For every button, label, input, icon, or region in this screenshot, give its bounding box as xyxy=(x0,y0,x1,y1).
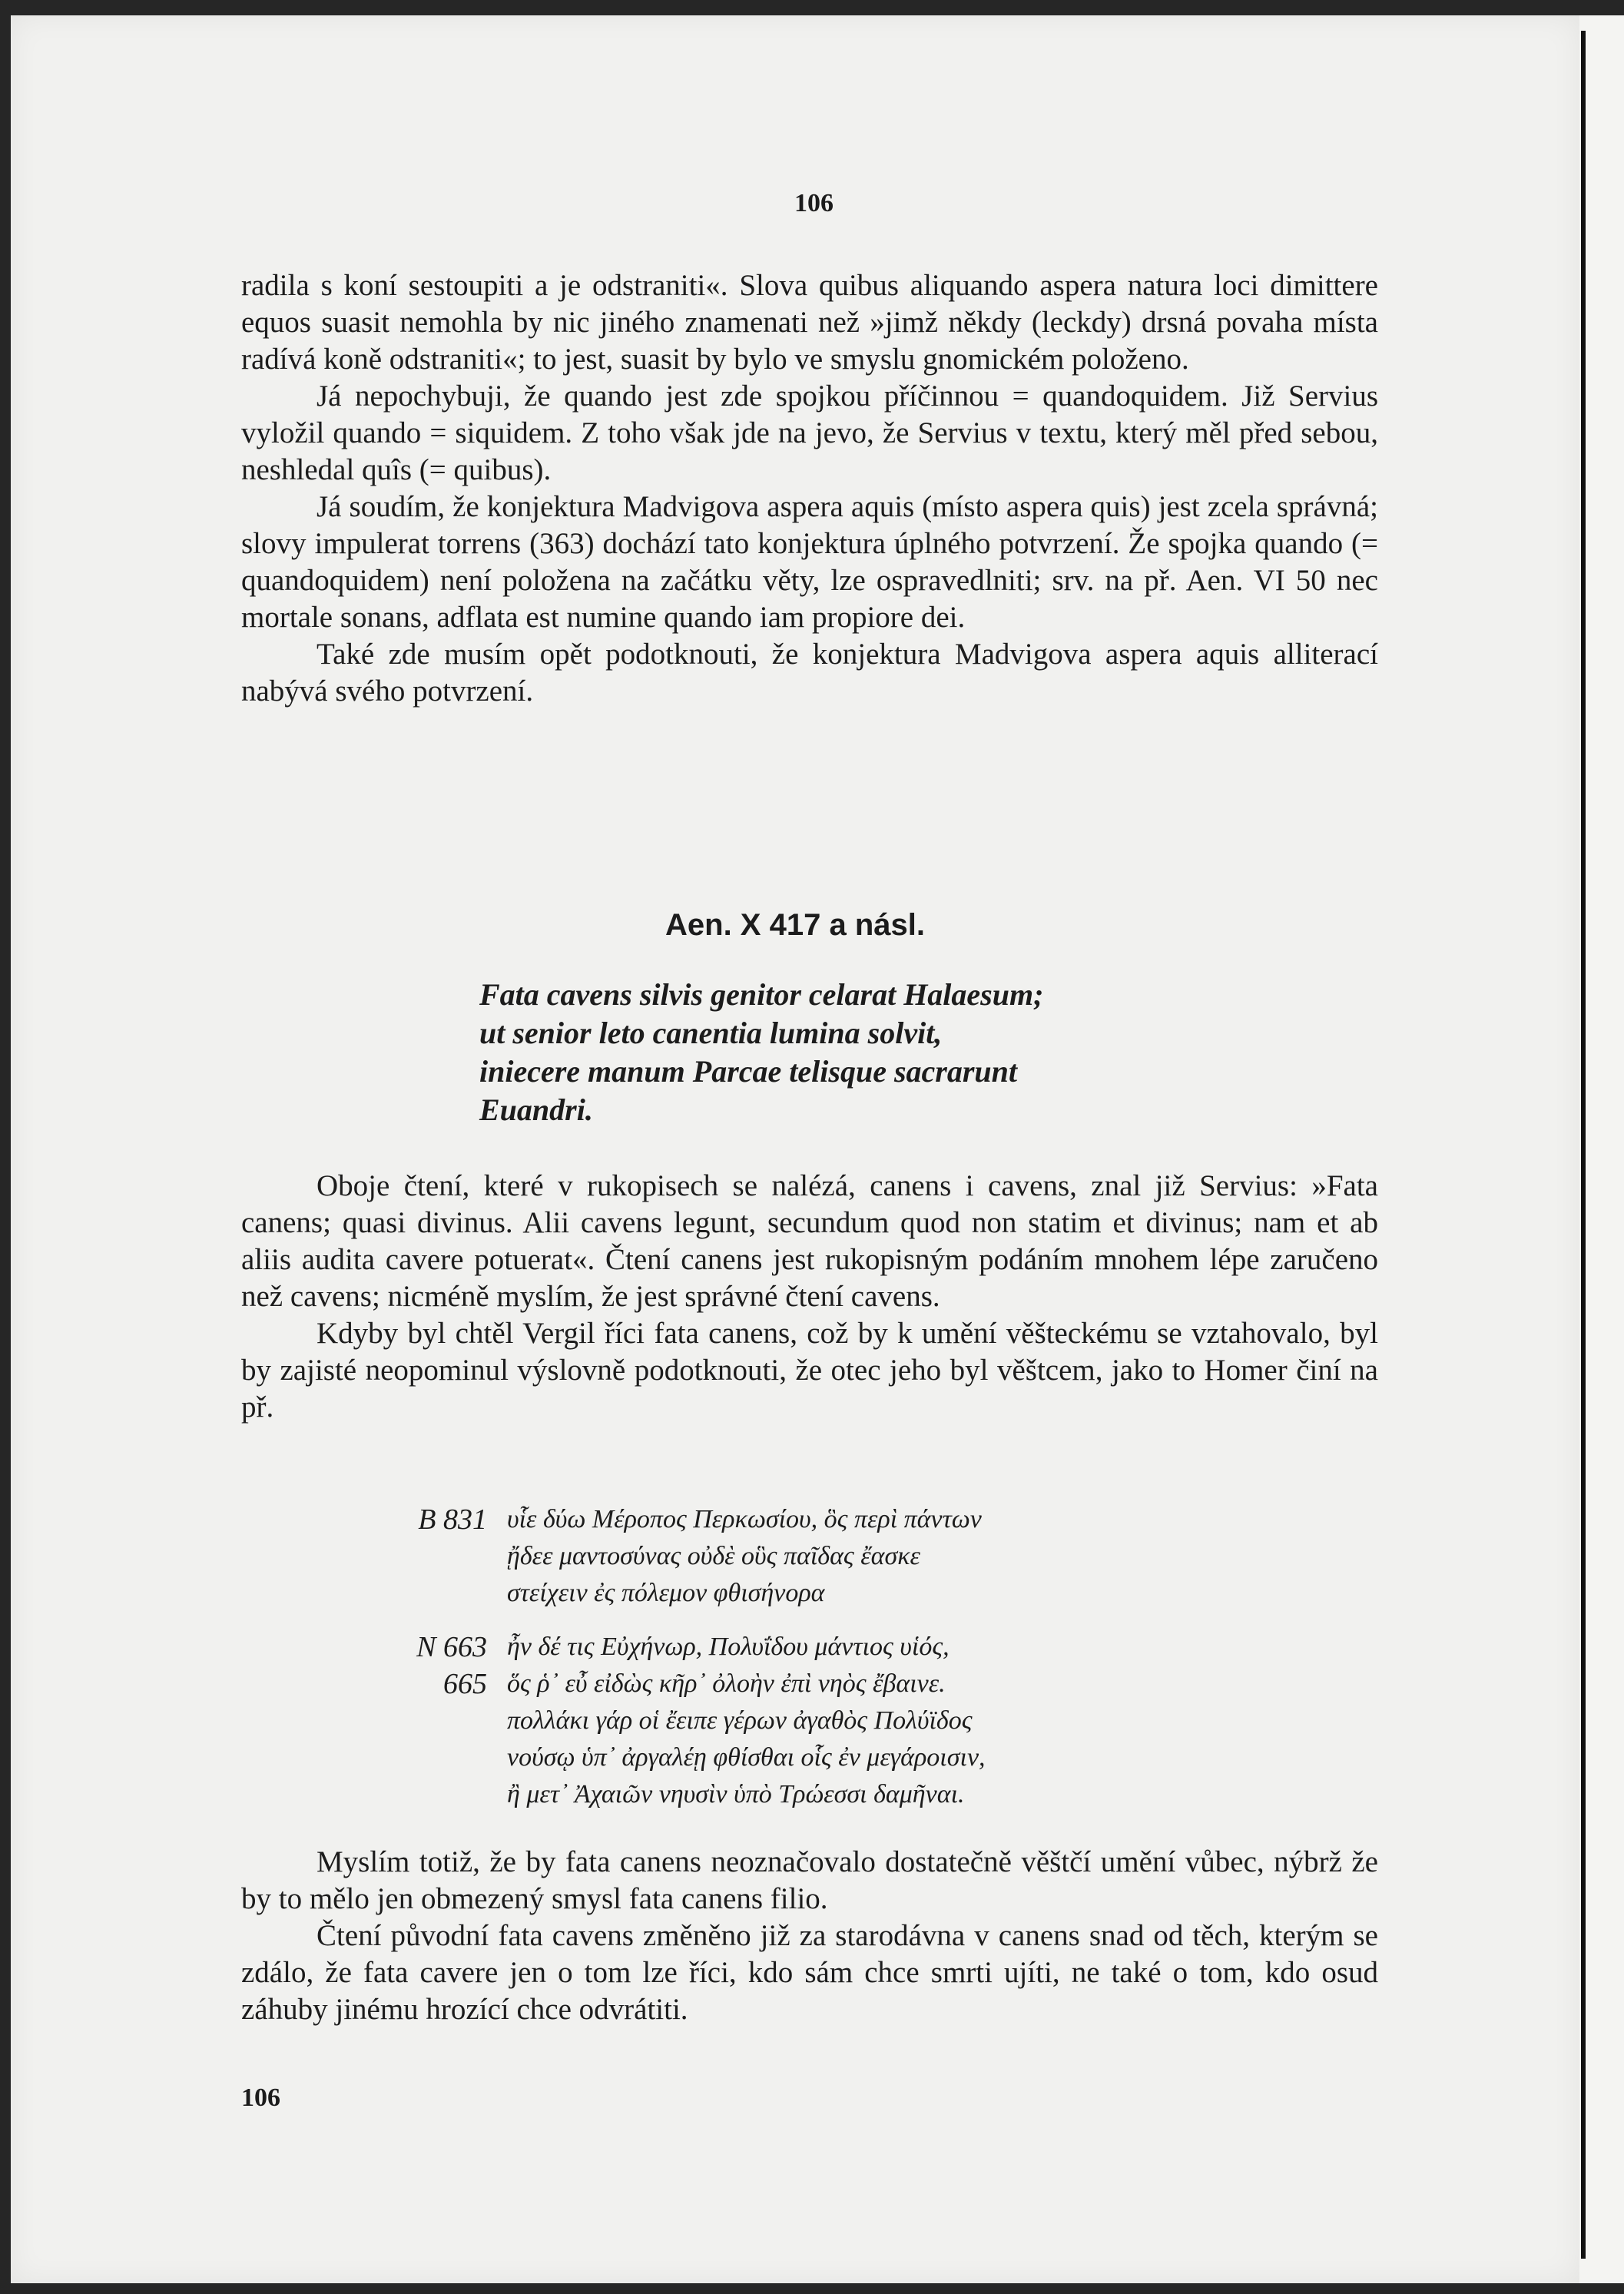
verse-line: Fata cavens silvis genitor celarat Halaesum; xyxy=(479,977,1044,1012)
greek-text: ἢ μετ᾽ Ἀχαιῶν νηυσὶν ὑπὸ Τρώεσσι δαμῆναι. xyxy=(507,1780,965,1808)
greek-text: στείχειν ἐς πόλεμον φθισήνορα xyxy=(507,1579,825,1607)
paragraph-5: Oboje čtení, které v rukopisech se nalézá, canens i cavens, znal již Servius: »Fata canens; quasi divinus. Alii cavens legunt, secundum quod non statim et divinus; nam et ab aliis audita cavere potuerat«. Čtení canens jest rukopisným podáním mnohem lépe zaručeno než cavens; nicméně myslím, že jest správné čtení cavens. xyxy=(241,1169,1378,1313)
bottom-text-block xyxy=(241,1844,1378,2028)
paragraph-6: Kdyby byl chtěl Vergil říci fata canens, což by k umění věšteckému se vztahovalo, byl by zajisté neopominul výslovně podotknouti, že otec jeho byl věštcem, jako to Homer činí na př. xyxy=(241,1317,1378,1424)
greek-ref: N 663 xyxy=(416,1631,487,1663)
greek-quote-block xyxy=(387,1501,986,1813)
latin-verse-quote xyxy=(479,976,1043,1129)
paragraph-3: Já soudím, že konjektura Madvigova aspera aquis (místo aspera quis) jest zcela správná; slovy impulerat torrens (363) dochází tato konjektura úplného potvrzení. Že spojka quando (= quandoquidem) není položena na začátku věty, lze ospravedlniti; srv. na př. Aen. VI 50 nec mortale sonans, adflata est numine quando iam propiore dei. xyxy=(241,490,1378,634)
greek-line xyxy=(387,1739,986,1776)
page-number-top: 106 xyxy=(794,189,834,217)
greek-text: πολλάκι γάρ οἱ ἔειπε γέρων ἀγαθὸς Πολύϊδος xyxy=(507,1706,973,1735)
greek-ref xyxy=(387,1538,487,1575)
greek-line xyxy=(387,1501,986,1538)
greek-line xyxy=(387,1575,986,1612)
greek-line xyxy=(387,1629,986,1666)
greek-ref xyxy=(387,1575,487,1612)
adjacent-page-edge xyxy=(1579,15,1624,2283)
verse-line: iniecere manum Parcae telisque sacrarunt xyxy=(479,1054,1017,1089)
greek-text: νούσῳ ὑπ᾽ ἀργαλέῃ φθίσθαι οἷς ἐν μεγάροισιν, xyxy=(507,1743,986,1772)
paragraph-7: Myslím totiž, že by fata canens neoznačovalo dostatečně věštčí umění vůbec, nýbrž že by to mělo jen obmezený smysl fata canens filio. xyxy=(241,1845,1378,1915)
book-spine-edge xyxy=(1581,31,1586,2259)
paragraph-2: Já nepochybuji, že quando jest zde spojkou příčinnou = quandoquidem. Již Servius vyložil quando = siquidem. Z toho však jde na jevo, že Servius v textu, který měl před sebou, neshledal quîs (= quibus). xyxy=(241,380,1378,486)
paragraph-1: radila s koní sestoupiti a je odstraniti«. Slova quibus aliquando aspera natura loci dimittere equos suasit nemohla by nic jiného znamenati než »jimž někdy (leckdy) drsná povaha místa radívá koně odstraniti«; to jest, suasit by bylo ve smyslu gnomickém položeno. xyxy=(241,269,1378,376)
greek-line xyxy=(387,1666,986,1702)
greek-line xyxy=(387,1776,986,1813)
top-text-block xyxy=(241,267,1378,710)
greek-text: υἷε δύω Μέροπος Περκωσίου, ὃς περὶ πάντων xyxy=(507,1505,982,1533)
verse-line: ut senior leto canentia lumina solvit, xyxy=(479,1016,943,1050)
section-heading: Aen. X 417 a násl. xyxy=(665,908,925,942)
middle-text-block xyxy=(241,1168,1378,1426)
greek-ref xyxy=(387,1739,487,1776)
greek-ref: 665 xyxy=(443,1668,487,1700)
greek-text: ᾔδεε μαντοσύνας οὐδὲ οὓς παῖδας ἔασκε xyxy=(507,1542,920,1570)
greek-ref: B 831 xyxy=(418,1503,487,1536)
greek-ref xyxy=(387,1776,487,1813)
book-page xyxy=(11,15,1579,2283)
greek-text: ἦν δέ τις Εὐχήνωρ, Πολυΐδου μάντιος υἱός, xyxy=(507,1633,950,1661)
greek-text: ὅς ῥ᾽ εὖ εἰδὼς κῆρ᾽ ὀλοὴν ἐπὶ νηὸς ἔβαινε. xyxy=(507,1669,946,1698)
page-number-bottom: 106 xyxy=(241,2083,280,2112)
greek-line xyxy=(387,1538,986,1575)
paragraph-8: Čtení původní fata cavens změněno již za starodávna v canens snad od těch, kterým se zdálo, že fata cavere jen o tom lze říci, kdo sám chce smrti ujíti, ne také o tom, kdo osud záhuby jinému hrozící chce odvrátiti. xyxy=(241,1919,1378,2026)
greek-line xyxy=(387,1702,986,1739)
verse-line: Euandri. xyxy=(479,1092,593,1127)
paragraph-4: Také zde musím opět podotknouti, že konjektura Madvigova aspera aquis alliterací nabývá svého potvrzení. xyxy=(241,638,1378,708)
greek-ref xyxy=(387,1702,487,1739)
